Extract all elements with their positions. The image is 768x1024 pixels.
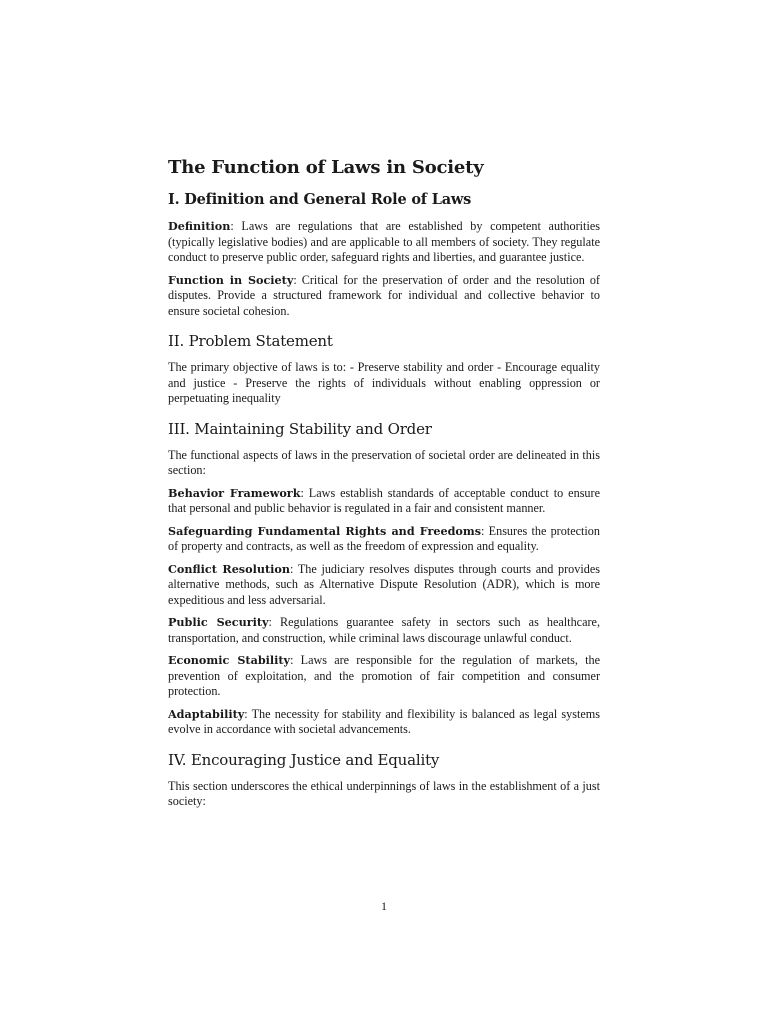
section-definition [168, 190, 600, 319]
section-justice-equality [168, 750, 600, 810]
section-heading: IV. Encouraging Justice and Equality [168, 750, 440, 769]
paragraph-behavior-framework [168, 486, 600, 517]
paragraph-intro [168, 448, 600, 479]
page-number: 1 [381, 899, 387, 913]
paragraph-text: : Ensures the protection of property and contracts, as well as the freedom of expression and equality. [168, 523, 600, 553]
paragraph-definition [168, 219, 600, 266]
term: Conflict Resolution [168, 561, 290, 576]
document-page [168, 156, 600, 822]
paragraph-text: : Critical for the preservation of order and the resolution of disputes. Provide a structured framework for individual and collective behavior to ensure societal cohesion. [168, 272, 600, 318]
paragraph-economic-stability [168, 653, 600, 700]
term: Safeguarding Fundamental Rights and Freedoms [168, 523, 482, 538]
document-title: The Function of Laws in Society [168, 157, 484, 178]
paragraph-public-security [168, 615, 600, 646]
section-heading: I. Definition and General Role of Laws [168, 191, 472, 208]
section-problem-statement [168, 331, 600, 407]
paragraph-intro [168, 779, 600, 810]
paragraph-conflict-resolution [168, 562, 600, 609]
paragraph-text: : The judiciary resolves disputes through courts and provides alternative methods, such as Alternative Dispute Resolution (ADR), which is more expeditious and less adversarial. [168, 561, 600, 607]
paragraph-text: : The necessity for stability and flexibility is balanced as legal systems evolve in accordance with societal advancements. [168, 706, 600, 736]
section-heading: III. Maintaining Stability and Order [168, 419, 432, 438]
section-heading: II. Problem Statement [168, 332, 333, 350]
paragraph-safeguarding-rights [168, 524, 600, 555]
term: Function in Society [168, 272, 294, 287]
paragraph-text: : Laws are responsible for the regulation of markets, the prevention of exploitation, and the promotion of fair competition and consumer protection. [168, 653, 600, 698]
term: Economic Stability [168, 653, 291, 667]
term: Behavior Framework [168, 485, 301, 500]
paragraph-adaptability [168, 707, 600, 738]
paragraph-function [168, 273, 600, 320]
term: Adaptability [168, 706, 245, 721]
term: Definition [168, 219, 231, 233]
paragraph-text: This section underscores the ethical underpinnings of laws in the establishment of a just society: [168, 778, 600, 808]
paragraph-text: The primary objective of laws is to: - Preserve stability and order - Encourage equality and justice - Preserve the rights of individuals without enabling oppression or perpetuating inequality [168, 360, 600, 405]
term: Public Security [168, 615, 269, 629]
paragraph-objective [168, 360, 600, 407]
paragraph-text: : Laws establish standards of acceptable conduct to ensure that personal and public behavior is regulated in a fair and consistent manner. [168, 485, 600, 515]
paragraph-text: The functional aspects of laws in the preservation of societal order are delineated in this section: [168, 447, 600, 477]
paragraph-text: : Regulations guarantee safety in sectors such as healthcare, transportation, and construction, while criminal laws discourage unlawful conduct. [168, 615, 600, 645]
paragraph-text: : Laws are regulations that are established by competent authorities (typically legislative bodies) and are applicable to all members of society. They regulate conduct to preserve public order, safeguard rights and liberties, and guarantee justice. [168, 219, 600, 264]
section-stability-order [168, 419, 600, 738]
